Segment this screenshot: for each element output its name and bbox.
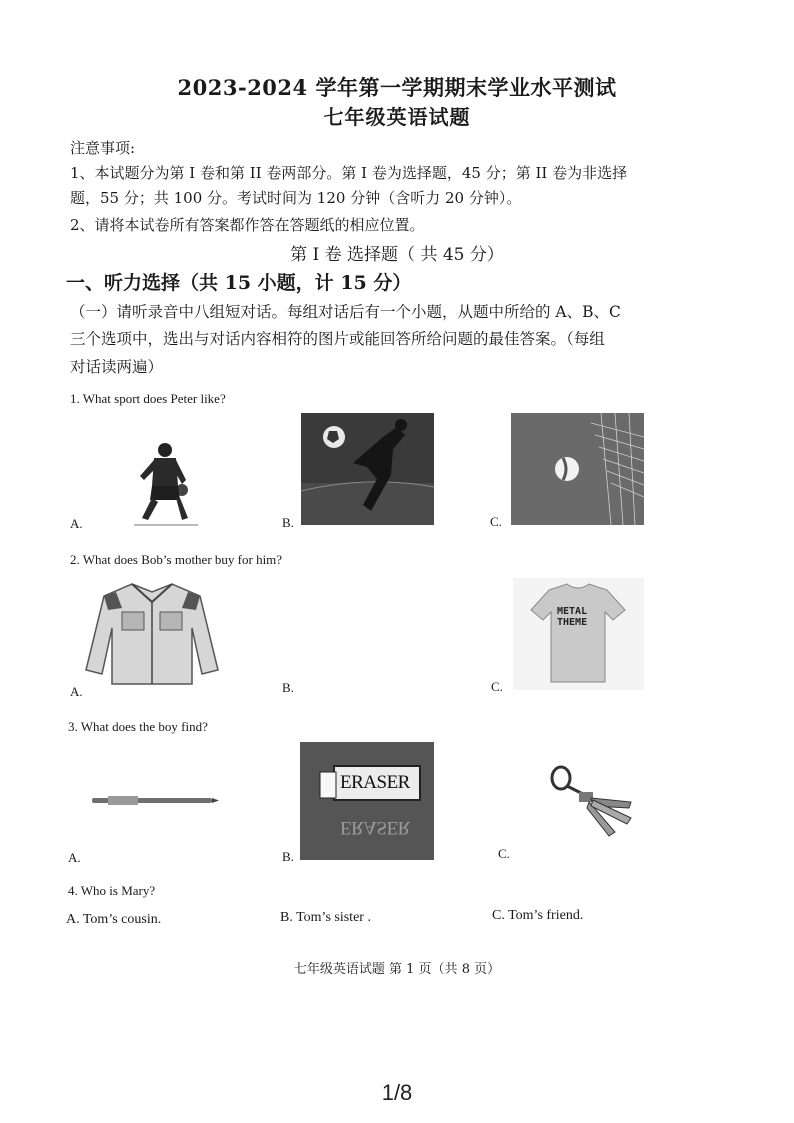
q2-option-b: B. — [282, 680, 294, 695]
question-4: 4. Who is Mary? — [68, 883, 156, 898]
pen-picture — [88, 790, 220, 812]
q3-option-a: A. — [68, 850, 81, 865]
section-heading: 第 I 卷 选择题（ 共 45 分） — [290, 245, 504, 265]
jacket-picture — [82, 578, 222, 690]
part-title: 一、听力选择（共 15 小题，计 15 分） — [66, 272, 412, 294]
t-shirt-text-line-1: METAL — [557, 606, 588, 617]
q1-option-c: C. — [490, 514, 502, 529]
q2-option-c: C. — [491, 679, 503, 694]
notes-line-2: 题，55 分；共 100 分。考试时间为 120 分钟（含听力 20 分钟）。 — [70, 189, 522, 207]
question-2: 2. What does Bob’s mother buy for him? — [70, 552, 283, 567]
question-1: 1. What sport does Peter like? — [70, 391, 226, 406]
page-footer: 七年级英语试题 第 1 页（共 8 页） — [293, 962, 501, 977]
instruction-line-1: （一）请听录音中八组短对话。每组对话后有一个小题，从题中所给的 A、B、C — [70, 303, 621, 321]
q4-option-c: C. Tom’s friend. — [492, 908, 584, 923]
q4-option-b: B. Tom’s sister . — [280, 910, 371, 925]
instruction-line-2: 三个选项中，选出与对话内容相符的图片或能回答所给问题的最佳答案。（每组 — [70, 330, 605, 348]
q3-option-c: C. — [498, 846, 510, 861]
exam-subtitle: 七年级英语试题 — [323, 105, 471, 129]
t-shirt-text-line-2: THEME — [557, 617, 588, 628]
eraser-reflection: ERASER — [340, 817, 410, 838]
q2-option-a: A. — [70, 684, 83, 699]
keys-picture — [545, 762, 635, 840]
exam-title: 2023-2024 学年第一学期期末学业水平测试 — [177, 75, 617, 100]
eraser-label: ERASER — [340, 772, 410, 793]
eraser-picture — [300, 742, 434, 860]
q4-option-a: A. Tom’s cousin. — [66, 912, 162, 927]
soccer-picture — [301, 413, 434, 525]
instruction-line-3: 对话读两遍） — [70, 358, 164, 376]
q3-option-b: B. — [282, 849, 294, 864]
t-shirt-picture — [513, 578, 644, 690]
question-3: 3. What does the boy find? — [68, 719, 208, 734]
notes-line-1: 1、本试题分为第 I 卷和第 II 卷两部分。第 I 卷为选择题，45 分；第 II 卷为非选择 — [70, 164, 628, 182]
notes-line-3: 2、请将本试卷所有答案都作答在答题纸的相应位置。 — [70, 216, 425, 234]
page-indicator: 1/8 — [381, 1080, 413, 1105]
q1-option-b: B. — [282, 515, 294, 530]
notes-heading: 注意事项: — [70, 139, 136, 157]
basketball-player-picture — [120, 438, 210, 530]
q1-option-a: A. — [70, 516, 83, 531]
volleyball-picture — [511, 413, 644, 525]
